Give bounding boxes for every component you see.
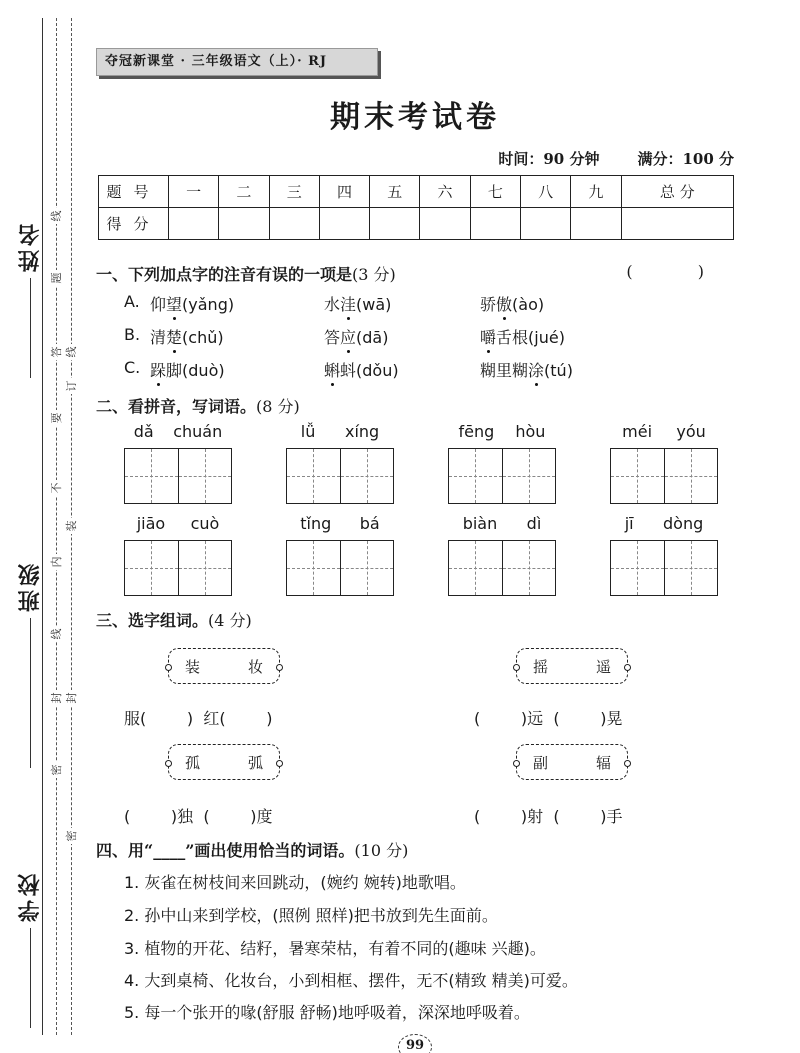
word-text: 蚪 — [340, 361, 357, 380]
pinyin-word-block — [448, 514, 556, 596]
word-text: 脚 — [166, 361, 183, 380]
pinyin-line — [610, 422, 718, 448]
pinyin-syllable: hòu — [515, 422, 546, 441]
writing-cell[interactable] — [664, 541, 718, 595]
score-table-header-row — [99, 176, 734, 208]
pinyin-word-block — [286, 514, 394, 596]
question-item[interactable]: 4. 大到桌椅、化妆台，小到相框、摆件，无不(精致 精美)可爱。 — [124, 971, 578, 990]
pinyin-syllable: lǚ — [300, 422, 316, 441]
pinyin-word-block — [448, 422, 556, 504]
pinyin-option — [480, 325, 565, 348]
pinyin-syllable: chuán — [173, 422, 223, 441]
time-limit: 时间：90 分钟 — [498, 150, 600, 168]
section-4-heading — [96, 838, 408, 861]
school-field[interactable] — [10, 870, 50, 1028]
question-item[interactable]: 2. 孙中山来到学校，(照例 照样)把书放到先生面前。 — [124, 906, 498, 925]
score-table-score-row — [99, 208, 734, 240]
choice-char: 辐 — [595, 753, 611, 772]
fill-word-line[interactable]: ( )独 ( )度 — [124, 807, 273, 826]
pinyin-text: (tú) — [544, 361, 573, 380]
score-cell[interactable] — [269, 208, 319, 240]
seal-char: 封 — [48, 690, 64, 706]
pinyin-word-block — [610, 514, 718, 596]
column-header: 二 — [219, 176, 269, 208]
column-header: 五 — [370, 176, 420, 208]
page-number: 99 — [398, 1034, 432, 1053]
seal-char: 内 — [48, 554, 64, 570]
seal-char: 线 — [63, 344, 79, 360]
writing-cell[interactable] — [178, 541, 232, 595]
pinyin-syllable: méi — [622, 422, 653, 441]
pinyin-option — [150, 292, 234, 315]
option-letter[interactable]: A. — [124, 292, 140, 311]
choice-char: 摇 — [533, 657, 549, 676]
school-label: 学校 — [17, 870, 43, 922]
score-cell[interactable] — [621, 208, 733, 240]
column-header: 四 — [319, 176, 369, 208]
binding-margin — [0, 0, 92, 1053]
writing-grid — [286, 540, 394, 596]
choice-box — [168, 744, 280, 780]
score-cell[interactable] — [319, 208, 369, 240]
section-4-points: (10 分) — [354, 841, 409, 860]
score-cell[interactable] — [520, 208, 570, 240]
section-1-title: 一、下列加点字的注音有误的一项是 — [96, 265, 353, 284]
pinyin-option — [150, 325, 224, 348]
pinyin-text: (wā) — [356, 295, 392, 314]
word-text: 清 — [150, 328, 167, 347]
score-cell[interactable] — [219, 208, 269, 240]
writing-grid — [610, 448, 718, 504]
dotted-char: 蝌 — [324, 361, 341, 380]
column-header: 七 — [470, 176, 520, 208]
pinyin-line — [448, 514, 556, 540]
pinyin-syllable: jī — [624, 514, 634, 533]
question-item[interactable]: 5. 每一个张开的喙(舒服 舒畅)地呼吸着，深深地呼吸着。 — [124, 1003, 530, 1022]
score-cell[interactable] — [420, 208, 470, 240]
writing-cell[interactable] — [287, 541, 340, 595]
writing-cell[interactable] — [611, 449, 664, 503]
seal-char: 要 — [48, 410, 64, 426]
section-3-points: (4 分) — [208, 611, 252, 630]
pinyin-text: (chǔ) — [182, 328, 224, 347]
pinyin-syllable: tǐng — [300, 514, 332, 533]
pinyin-text: (dā) — [356, 328, 389, 347]
section-1-points: (3 分) — [352, 265, 396, 284]
fill-word-line[interactable]: ( )远 ( )晃 — [474, 709, 623, 728]
margin-cut-line — [56, 18, 57, 1035]
pinyin-syllable: dòng — [663, 514, 704, 533]
pinyin-word-block — [610, 422, 718, 504]
word-text: 水 — [324, 295, 341, 314]
pinyin-text: (jué) — [528, 328, 565, 347]
pinyin-text: (dǒu) — [356, 361, 399, 380]
column-header: 一 — [169, 176, 219, 208]
pinyin-syllable: biàn — [462, 514, 498, 533]
score-cell[interactable] — [470, 208, 520, 240]
word-text: 答 — [324, 328, 341, 347]
column-header: 九 — [571, 176, 621, 208]
pinyin-syllable: bá — [359, 514, 380, 533]
pinyin-line — [610, 514, 718, 540]
dotted-char: 应 — [340, 328, 357, 347]
seal-char: 线 — [48, 626, 64, 642]
writing-cell[interactable] — [502, 449, 556, 503]
school-underline — [30, 928, 31, 1028]
seal-char: 题 — [48, 270, 64, 286]
section-3-heading — [96, 608, 252, 631]
seal-char: 密 — [48, 762, 64, 778]
seal-char: 订 — [63, 378, 79, 394]
pinyin-option — [480, 358, 573, 381]
class-label: 班级 — [17, 560, 43, 612]
answer-blank[interactable]: ( ) — [626, 262, 734, 281]
dotted-char: 望 — [166, 295, 183, 314]
section-2-title: 二、看拼音，写词语。 — [96, 397, 257, 416]
name-underline — [30, 278, 31, 378]
pinyin-text: (ào) — [512, 295, 545, 314]
writing-grid — [286, 448, 394, 504]
writing-cell[interactable] — [125, 541, 178, 595]
choice-char: 遥 — [595, 657, 611, 676]
fill-word-line[interactable]: ( )射 ( )手 — [474, 807, 623, 826]
word-text: 糊里糊 — [480, 361, 529, 380]
pinyin-syllable: fēng — [458, 422, 495, 441]
score-cell[interactable] — [370, 208, 420, 240]
seal-char: 答 — [48, 344, 64, 360]
row-label: 题号 — [99, 176, 169, 208]
exam-info — [498, 148, 734, 169]
column-header: 六 — [420, 176, 470, 208]
pinyin-word-block — [124, 422, 232, 504]
class-underline — [30, 618, 31, 768]
column-header: 总 分 — [621, 176, 733, 208]
pinyin-option — [324, 358, 399, 381]
writing-cell[interactable] — [125, 449, 178, 503]
pinyin-option — [480, 292, 544, 315]
option-letter[interactable]: B. — [124, 325, 141, 344]
choice-box — [516, 744, 628, 780]
question-item[interactable]: 1. 灰雀在树枝间来回跳动，(婉约 婉转)地歌唱。 — [124, 873, 466, 892]
pinyin-option — [324, 325, 388, 348]
writing-grid — [124, 540, 232, 596]
dotted-char: 嚼 — [480, 328, 497, 347]
pinyin-syllable: dì — [526, 514, 542, 533]
dotted-char: 楚 — [166, 328, 183, 347]
writing-cell[interactable] — [611, 541, 664, 595]
full-score: 满分：100 分 — [637, 150, 734, 168]
choice-char: 副 — [533, 753, 549, 772]
pinyin-syllable: xíng — [344, 422, 380, 441]
word-text: 舌根 — [496, 328, 529, 347]
seal-char: 线 — [48, 208, 64, 224]
writing-cell[interactable] — [449, 541, 502, 595]
writing-cell[interactable] — [502, 541, 556, 595]
writing-cell[interactable] — [287, 449, 340, 503]
pinyin-syllable: yóu — [676, 422, 706, 441]
seal-char: 不 — [48, 480, 64, 496]
word-text: 骄 — [480, 295, 497, 314]
pinyin-option — [150, 358, 225, 381]
writing-cell[interactable] — [178, 449, 232, 503]
pinyin-syllable: jiāo — [136, 514, 166, 533]
writing-cell[interactable] — [340, 541, 394, 595]
series-banner: 夺冠新课堂 · 三年级语文（上）· RJ — [96, 48, 378, 76]
dotted-char: 洼 — [340, 295, 357, 314]
score-cell[interactable] — [169, 208, 219, 240]
section-4-title: 四、用“____”画出使用恰当的词语。 — [96, 841, 355, 860]
writing-cell[interactable] — [664, 449, 718, 503]
writing-cell[interactable] — [340, 449, 394, 503]
section-2-points: (8 分) — [256, 397, 300, 416]
section-1-heading — [96, 262, 396, 285]
choice-char: 妆 — [247, 657, 263, 676]
name-field[interactable] — [10, 220, 50, 378]
pinyin-line — [286, 422, 394, 448]
writing-grid — [610, 540, 718, 596]
pinyin-line — [286, 514, 394, 540]
option-letter[interactable]: C. — [124, 358, 141, 377]
column-header: 八 — [520, 176, 570, 208]
section-3-title: 三、选字组词。 — [96, 611, 209, 630]
choice-char: 弧 — [247, 753, 263, 772]
writing-grid — [448, 540, 556, 596]
pinyin-word-block — [124, 514, 232, 596]
row-label: 得分 — [99, 208, 169, 240]
score-table — [98, 175, 734, 240]
pinyin-word-block — [286, 422, 394, 504]
writing-cell[interactable] — [449, 449, 502, 503]
dotted-char: 傲 — [496, 295, 513, 314]
word-text: 仰 — [150, 295, 167, 314]
pinyin-text: (duò) — [182, 361, 225, 380]
column-header: 三 — [269, 176, 319, 208]
pinyin-line — [124, 514, 232, 540]
choice-box — [516, 648, 628, 684]
class-field[interactable] — [10, 560, 50, 768]
writing-grid — [124, 448, 232, 504]
fill-word-line[interactable]: 服( ) 红( ) — [124, 709, 273, 728]
dotted-char: 跺 — [150, 361, 167, 380]
name-label: 姓名 — [17, 220, 43, 272]
section-2-heading — [96, 394, 300, 417]
choice-char: 装 — [185, 657, 201, 676]
choice-box — [168, 648, 280, 684]
seal-char: 密 — [63, 828, 79, 844]
question-item[interactable]: 3. 植物的开花、结籽，暑寒荣枯，有着不同的(趣味 兴趣)。 — [124, 939, 546, 958]
dotted-char: 涂 — [528, 361, 545, 380]
seal-char: 封 — [63, 690, 79, 706]
score-cell[interactable] — [571, 208, 621, 240]
pinyin-line — [448, 422, 556, 448]
pinyin-option — [324, 292, 391, 315]
pinyin-line — [124, 422, 232, 448]
seal-char: 装 — [63, 518, 79, 534]
page-title: 期末考试卷 — [330, 100, 500, 135]
pinyin-text: (yǎng) — [182, 295, 235, 314]
writing-grid — [448, 448, 556, 504]
pinyin-syllable: dǎ — [133, 422, 154, 441]
choice-char: 孤 — [185, 753, 201, 772]
pinyin-syllable: cuò — [190, 514, 220, 533]
